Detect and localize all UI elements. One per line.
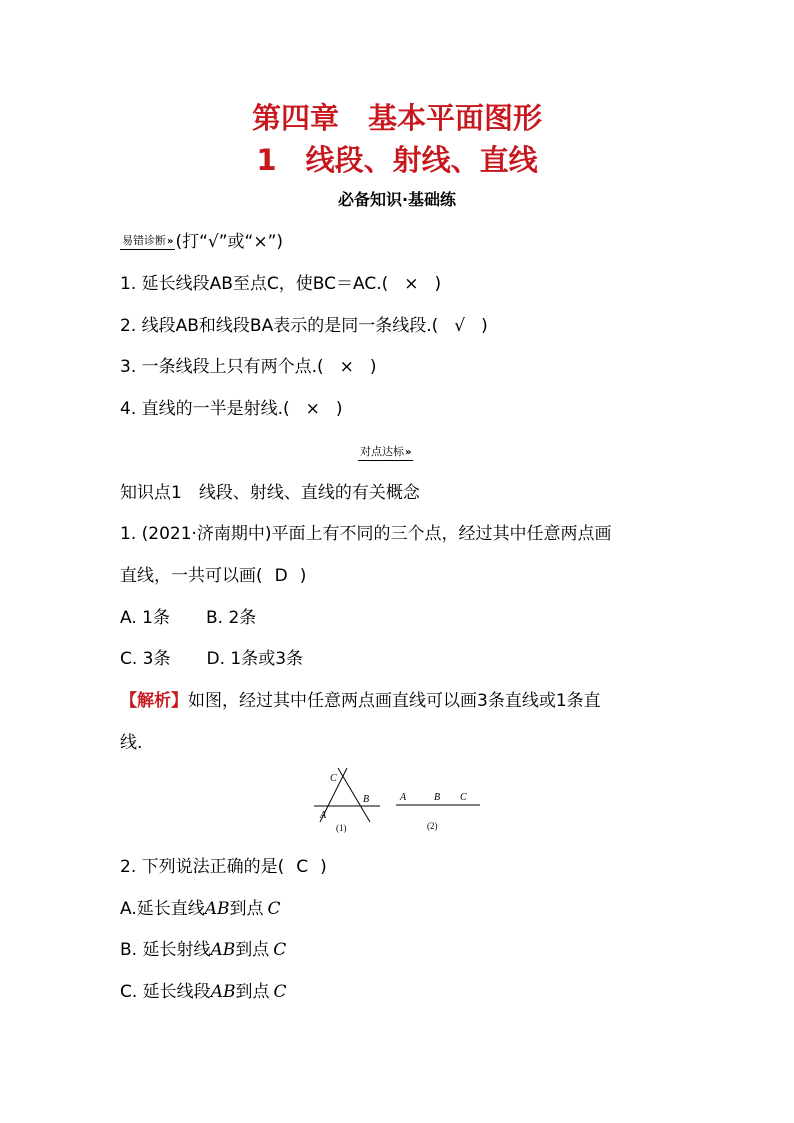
diag-item-3: 3. 一条线段上只有两个点.( × ) <box>120 357 377 377</box>
line-figure <box>300 762 490 842</box>
q2-answer: C <box>296 857 309 877</box>
fig1-label-c: C <box>330 773 337 784</box>
q2-stem: 2. 下列说法正确的是( C ) <box>120 857 327 877</box>
diag-item-2: 2. 线段AB和线段BA表示的是同一条线段.( √ ) <box>120 316 488 336</box>
error-diag-badge: 易错诊断» <box>120 234 175 250</box>
q1-option-a: A. 1条 <box>120 608 170 628</box>
analysis-tag: 【解析】 <box>120 691 188 711</box>
fig2-label-b: B <box>434 792 441 803</box>
error-diag-instruction: (打“√”或“×”) <box>175 232 284 252</box>
q1-stem-line2: 直线，一共可以画( D ) <box>120 566 307 586</box>
q1-answer: D <box>274 566 288 586</box>
fig2-caption: (2) <box>427 821 438 831</box>
error-diag-header <box>120 230 283 254</box>
q1-analysis-line1: 【解析】如图，经过其中任意两点画直线可以画3条直线或1条直 <box>120 691 601 711</box>
section-subtitle: 必备知识·基础练 <box>337 190 457 209</box>
q2-option-b: B. 延长射线AB到点 C <box>120 940 287 960</box>
diag-answer: √ <box>454 316 466 336</box>
q2-option-c: C. 延长线段AB到点 C <box>120 982 287 1002</box>
q2-option-a: A.延长直线AB到点 C <box>120 899 281 919</box>
q1-option-c: C. 3条 <box>120 649 171 669</box>
fig2-label-c: C <box>460 792 467 803</box>
q1-analysis-line2: 线. <box>120 733 143 753</box>
q1-stem-line1: 1. (2021·济南期中)平面上有不同的三个点，经过其中任意两点画 <box>120 524 612 544</box>
double-chevron-icon: » <box>167 236 174 247</box>
fig2-label-a: A <box>400 792 407 803</box>
diag-item-1: 1. 延长线段AB至点C，使BC＝AC.( × ) <box>120 274 442 294</box>
q1-options-ab <box>120 606 256 630</box>
fig1-label-b: B <box>363 794 370 805</box>
diag-answer: × <box>339 357 354 377</box>
practice-badge: 对点达标» <box>358 445 413 461</box>
chapter-title: 第四章 基本平面图形 <box>251 101 542 135</box>
double-chevron-icon: » <box>405 447 412 458</box>
fig1-caption: (1) <box>336 823 347 833</box>
q1-options-cd <box>120 647 303 671</box>
figure-1-triangle <box>314 768 380 833</box>
diag-answer: × <box>305 399 320 419</box>
diag-item-4: 4. 直线的一半是射线.( × ) <box>120 399 343 419</box>
section-title: 1 线段、射线、直线 <box>256 143 538 177</box>
knowledge-point: 知识点1 线段、射线、直线的有关概念 <box>120 483 420 503</box>
q1-option-d: D. 1条或3条 <box>206 649 304 669</box>
figure-2-collinear <box>396 792 480 831</box>
q1-option-b: B. 2条 <box>205 608 257 628</box>
fig1-label-a: A <box>320 810 327 821</box>
diag-answer: × <box>404 274 419 294</box>
